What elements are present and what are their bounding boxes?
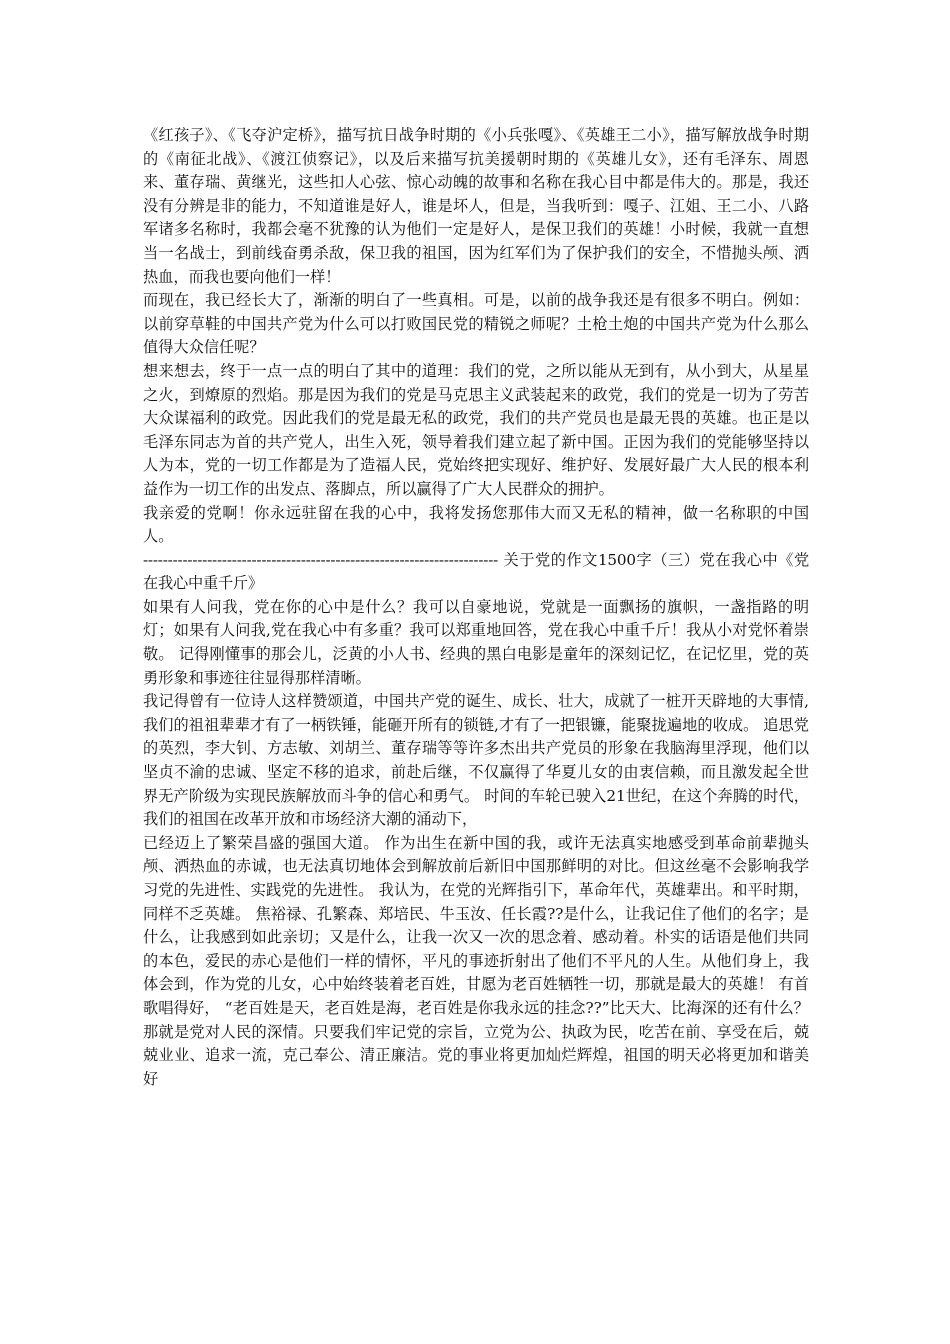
paragraph-3: 想来想去，终于一点一点的明白了其中的道理：我们的党，之所以能从无到有，从小到大，从星星之火，到燎原的烈焰。那是因为我们的党是马克思主义武装起来的政党，我们的党是一切为了劳苦大众谋福利的政党。因此我们的党是最无私的政党，我们的共产党员也是最无畏的英雄。也正是以毛泽东同志为首的共产党人，出生入死，领导着我们建立起了新中国。正因为我们的党能够坚持以人为本，党的一切工作都是为了造福人民，党始终把实现好、维护好、发展好最广大人民的根本利益作为一切工作的出发点、落脚点，所以赢得了广大人民群众的拥护。 bbox=[143, 361, 809, 498]
document-body bbox=[143, 124, 809, 1091]
paragraph-2: 而现在，我已经长大了，渐渐的明白了一些真相。可是，以前的战争我还是有很多不明白。例如：以前穿草鞋的中国共产党为什么可以打败国民党的精锐之师呢？土枪土炮的中国共产党为什么那么值得大众信任呢？ bbox=[143, 291, 809, 357]
paragraph-1: 《红孩子》、《飞夺沪定桥》，描写抗日战争时期的《小兵张嘎》、《英雄王二小》，描写解放战争时期的《南征北战》、《渡江侦察记》，以及后来描写抗美援朝时期的《英雄儿女》，还有毛泽东、周恩来、董存瑞、黄继光，这些扣人心弦、惊心动魄的故事和名称在我心目中都是伟大的。那是，我还没有分辨是非的能力，不知道谁是好人，谁是坏人，但是，当我听到：嘎子、江姐、王二小、八路军诸多名称时，我都会毫不犹豫的认为他们一定是好人，是保卫我们的英雄！小时候，我就一直想当一名战士，到前线奋勇杀敌，保卫我的祖国，因为红军们为了保护我们的安全，不惜抛头颅、洒热血，而我也要向他们一样！ bbox=[143, 126, 809, 286]
paragraph-4: 我亲爱的党啊！你永远驻留在我的心中，我将发扬您那伟大而又无私的精神，做一名称职的中国人。 bbox=[143, 503, 809, 546]
paragraph-6: 我记得曾有一位诗人这样赞颂道，中国共产党的诞生、成长、壮大，成就了一桩开天辟地的大事情,我们的祖祖辈辈才有了一柄铁锤，能砸开所有的锁链,才有了一把银镰，能聚拢遍地的收成。 追思党的英烈，李大钊、方志敏、刘胡兰、董存瑞等等许多杰出共产党员的形象在我脑海里浮现，他们以坚贞不渝的忠诚、坚定不移的追求，前赴后继，不仅赢得了华夏儿女的由衷信赖，而且激发起全世界无产阶级为实现民族解放而斗争的信心和勇气。 时间的车轮已驶入21世纪，在这个奔腾的时代，我们的祖国在改革开放和市场经济大潮的涌动下， bbox=[143, 692, 809, 829]
section-heading: ------------------------------------------------------------------------ 关于党的作文1500字（三）党在我心中《党在我心中重千斤》 bbox=[143, 550, 809, 593]
paragraph-7: 已经迈上了繁荣昌盛的强国大道。 作为出生在新中国的我，或许无法真实地感受到革命前辈抛头颅、洒热血的赤诚，也无法真切地体会到解放前后新旧中国那鲜明的对比。但这丝毫不会影响我学习党的先进性、实践党的先进性。 我认为，在党的光辉指引下，革命年代，英雄辈出。和平时期，同样不乏英雄。 焦裕禄、孔繁森、郑培民、牛玉汝、任长霞??是什么，让我记住了他们的名字；是什么，让我感到如此亲切；又是什么，让我一次又一次的思念着、感动着。朴实的话语是他们共同的本色，爱民的赤心是他们一样的情怀，平凡的事迹折射出了他们不平凡的人生。从他们身上，我体会到，作为党的儿女，心中始终装着老百姓，甘愿为老百姓牺牲一切，那就是最大的英雄！ 有首歌唱得好， “老百姓是天，老百姓是海，老百姓是你我永远的挂念??”比天大、比海深的还有什么？那就是党对人民的深情。只要我们牢记党的宗旨，立党为公、执政为民，吃苦在前、享受在后，兢兢业业、追求一流，克己奉公、清正廉洁。党的事业将更加灿烂辉煌，祖国的明天必将更加和谐美好 bbox=[143, 833, 809, 1088]
paragraph-5: 如果有人问我，党在你的心中是什么？我可以自豪地说，党就是一面飘扬的旗帜，一盏指路的明灯；如果有人问我,党在我心中有多重？我可以郑重地回答，党在我心中重千斤！我从小对党怀着崇敬。 记得刚懂事的那会儿，泛黄的小人书、经典的黑白电影是童年的深刻记忆，在记忆里，党的英勇形象和事迹往往显得那样清晰。 bbox=[143, 597, 809, 687]
